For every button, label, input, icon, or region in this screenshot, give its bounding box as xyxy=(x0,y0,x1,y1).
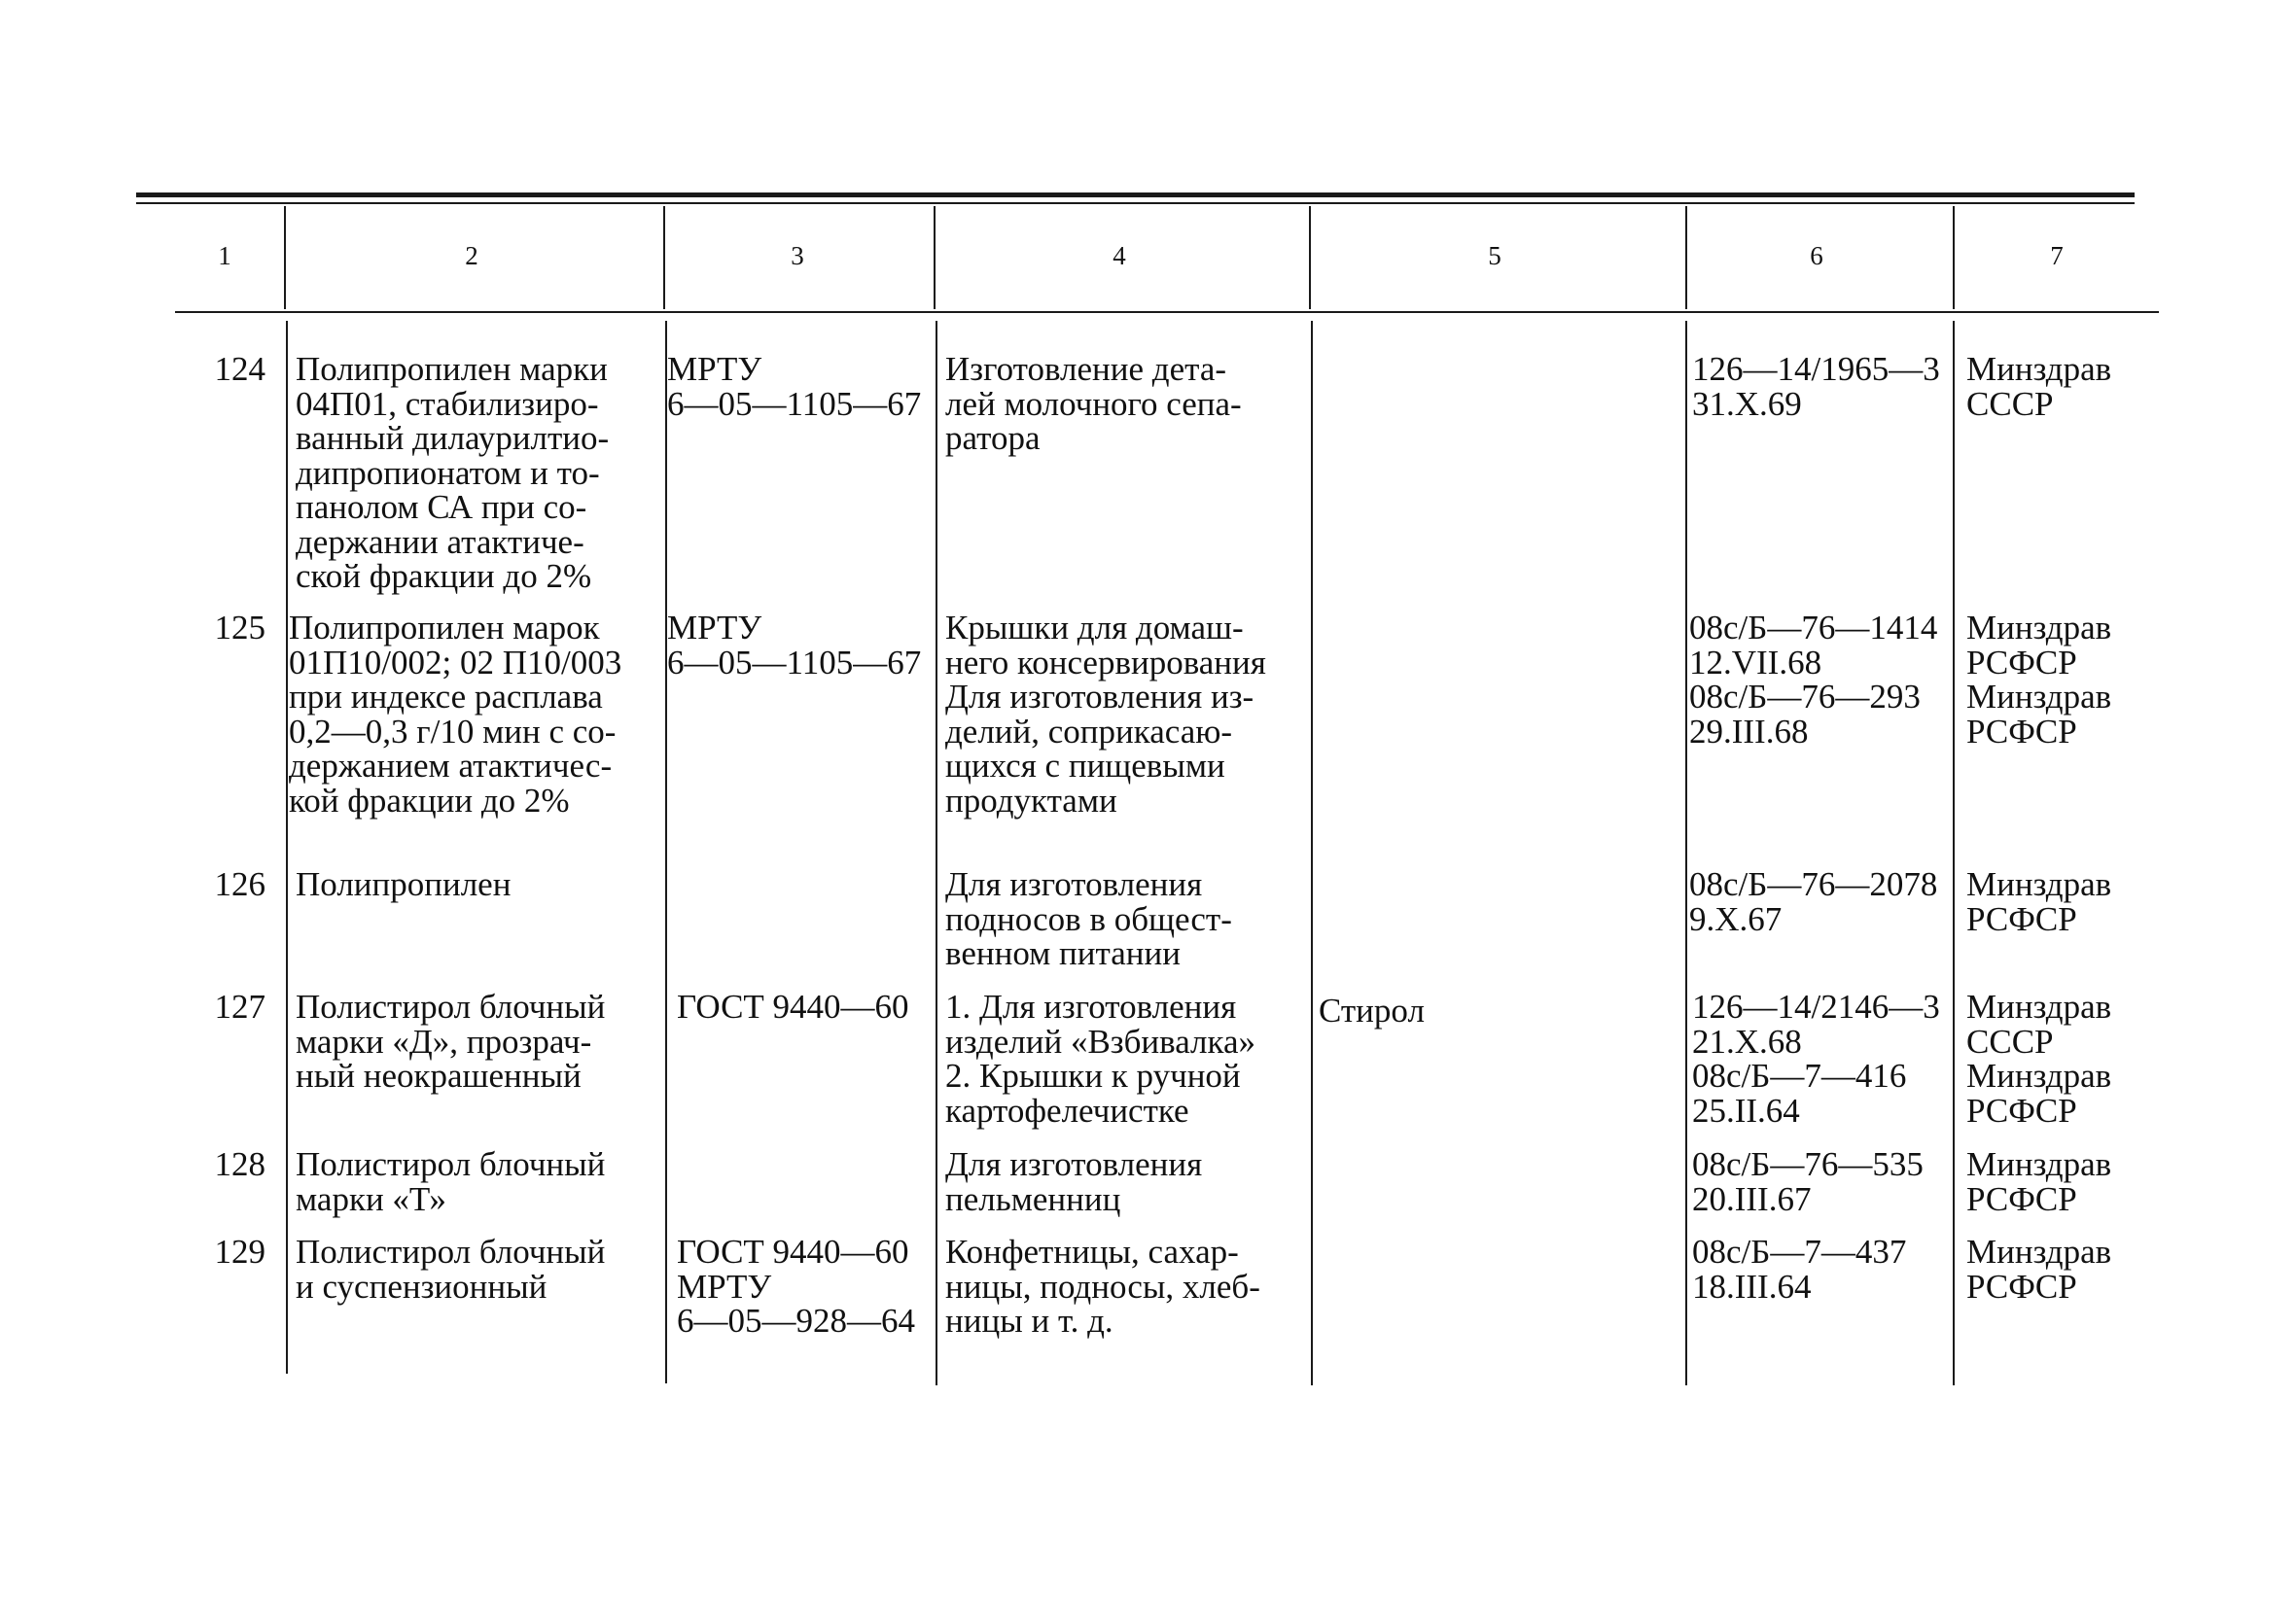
row-number: 129 xyxy=(214,1233,265,1271)
header-col-divider xyxy=(1953,206,1955,309)
body-col-divider xyxy=(665,321,667,1383)
permit-number-date: 08с/Б—7—437 18.III.64 xyxy=(1692,1233,1907,1306)
issuing-authority: Минздрав СССР xyxy=(1966,350,2112,423)
material-name: Полипропилен xyxy=(296,865,512,903)
standard: ГОСТ 9440—60 xyxy=(677,988,909,1026)
standard: ГОСТ 9440—60 МРТУ 6—05—928—64 xyxy=(677,1233,915,1340)
row-number: 126 xyxy=(214,865,265,903)
column-header-3: 3 xyxy=(791,241,804,270)
application: Крышки для домаш- него консервирования Для изготовления из- делий, соприкасаю- щихся с пищевыми продуктами xyxy=(945,609,1266,820)
permit-number-date: 08с/Б—76—1414 12.VII.68 08с/Б—76—293 29.III.68 xyxy=(1689,609,1938,751)
application: Изготовление дета- лей молочного сепа- ратора xyxy=(945,350,1242,457)
row-number: 124 xyxy=(214,350,265,388)
column-header-6: 6 xyxy=(1810,241,1823,270)
issuing-authority: Минздрав СССР Минздрав РСФСР xyxy=(1966,988,2112,1130)
column-header-1: 1 xyxy=(218,241,231,270)
application: 1. Для изготовления изделий «Взбивалка» 2. Крышки к ручной картофелечистке xyxy=(945,988,1256,1130)
permit-number-date: 08с/Б—76—535 20.III.67 xyxy=(1692,1145,1924,1218)
column-header-7: 7 xyxy=(2050,241,2064,270)
material-name: Полистирол блочный марки «Т» xyxy=(296,1145,606,1218)
column-header-4: 4 xyxy=(1113,241,1126,270)
top-double-rule-upper xyxy=(136,192,2135,197)
issuing-authority: Минздрав РСФСР Минздрав РСФСР xyxy=(1966,609,2112,751)
body-col-divider xyxy=(286,321,288,1374)
issuing-authority: Минздрав РСФСР xyxy=(1966,1233,2112,1306)
column-header-2: 2 xyxy=(465,241,478,270)
top-double-rule-lower xyxy=(136,202,2135,204)
row-number: 125 xyxy=(214,609,265,646)
permit-number-date: 08с/Б—76—2078 9.Х.67 xyxy=(1689,865,1938,938)
body-col-divider xyxy=(936,321,937,1385)
issuing-authority: Минздрав РСФСР xyxy=(1966,865,2112,938)
permit-number-date: 126—14/1965—3 31.Х.69 xyxy=(1692,350,1940,423)
permit-number-date: 126—14/2146—3 21.Х.68 08с/Б—7—416 25.II.64 xyxy=(1692,988,1940,1130)
material-name: Полистирол блочный марки «Д», прозрач- ный неокрашенный xyxy=(296,988,606,1095)
application: Для изготовления подносов в общест- венном питании xyxy=(945,865,1232,972)
material-name: Полипропилен марок 01П10/002; 02 П10/003 при индексе расплава 0,2—0,3 г/10 мин с со- держанием атактичес- кой фракции до 2% xyxy=(289,609,622,820)
header-bottom-rule xyxy=(175,311,2159,313)
row-number: 127 xyxy=(214,988,265,1026)
header-col-divider xyxy=(663,206,665,309)
body-col-divider xyxy=(1311,321,1313,1385)
standard: МРТУ 6—05—1105—67 xyxy=(667,609,922,681)
header-col-divider xyxy=(1309,206,1311,309)
header-col-divider xyxy=(1685,206,1687,309)
body-col-divider xyxy=(1685,321,1687,1385)
body-col-divider xyxy=(1953,321,1955,1385)
column-header-5: 5 xyxy=(1488,241,1501,270)
application: Конфетницы, сахар- ницы, подносы, хлеб- ницы и т. д. xyxy=(945,1233,1260,1340)
header-col-divider xyxy=(934,206,936,309)
issuing-authority: Минздрав РСФСР xyxy=(1966,1145,2112,1218)
material-name: Полипропилен марки 04П01, стабилизиро- ванный дилаурилтио- дипропионатом и то- панолом СА при со- держании атактиче- ской фракции до 2% xyxy=(296,350,610,595)
standard: МРТУ 6—05—1105—67 xyxy=(667,350,922,423)
row-number: 128 xyxy=(214,1145,265,1183)
application: Для изготовления пельменниц xyxy=(945,1145,1203,1218)
controlled-substance: Стирол xyxy=(1319,992,1425,1030)
material-name: Полистирол блочный и суспензионный xyxy=(296,1233,606,1306)
header-col-divider xyxy=(284,206,286,309)
